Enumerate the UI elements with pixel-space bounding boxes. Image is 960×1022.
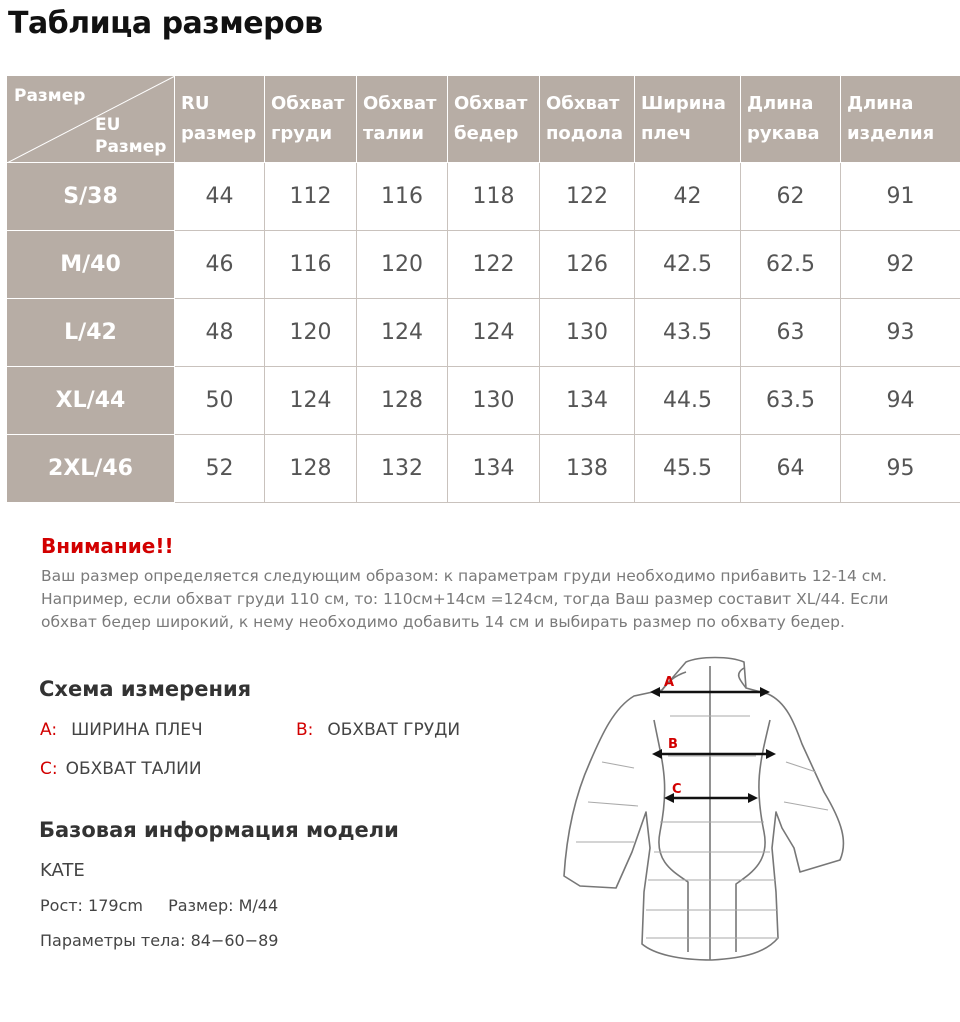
table-cell: 92: [841, 231, 960, 299]
column-header-chest: Обхват груди: [265, 76, 357, 163]
row-size-label: 2XL/46: [7, 435, 175, 503]
table-corner-cell: [7, 76, 175, 163]
table-row: [7, 435, 960, 503]
table-cell: 134: [540, 367, 635, 435]
corner-eu-size-label: EU Размер: [95, 115, 167, 157]
row-size-label: S/38: [7, 163, 175, 231]
table-cell: 130: [540, 299, 635, 367]
size-value: M/44: [238, 896, 279, 915]
row-size-label: XL/44: [7, 367, 175, 435]
corner-size-label: Размер: [14, 86, 86, 106]
measure-letter: C:: [40, 759, 58, 779]
model-info-title: Базовая информация модели: [39, 818, 399, 842]
table-cell: 124: [265, 367, 357, 435]
diagram-letter-c: C: [672, 782, 682, 797]
table-cell: 130: [448, 367, 540, 435]
table-cell: 91: [841, 163, 960, 231]
table-cell: 42: [635, 163, 741, 231]
table-cell: 120: [265, 299, 357, 367]
table-cell: 128: [265, 435, 357, 503]
measure-label: ОБХВАТ ГРУДИ: [327, 720, 461, 740]
model-height-size-line: [40, 896, 278, 915]
attention-text: Ваш размер определяется следующим образом: к параметрам груди необходимо прибавить 12-14 см. Например, если обхват груди 110 см, то: 110см+14см =124см, тогда Ваш размер составит XL/44. Если обхват бедер широкий, к нему необходимо добавить 14 см и выбирать размер по обхвату бедер.: [41, 567, 889, 631]
measure-letter: A:: [40, 720, 58, 740]
measure-item-shoulder-width: [40, 720, 203, 740]
table-cell: 124: [448, 299, 540, 367]
column-header-waist: Обхват талии: [357, 76, 448, 163]
measure-letter: B:: [296, 720, 314, 740]
table-row: [7, 231, 960, 299]
measure-label: ОБХВАТ ТАЛИИ: [65, 759, 202, 779]
coat-outline: [564, 658, 843, 961]
model-params-line: [40, 931, 278, 950]
table-cell: 112: [265, 163, 357, 231]
table-cell: 122: [448, 231, 540, 299]
table-cell: 62: [741, 163, 841, 231]
table-cell: 45.5: [635, 435, 741, 503]
page-title: Таблица размеров: [8, 6, 323, 41]
attention-title: Внимание!!: [41, 534, 174, 558]
column-header-sleeve: Длина рукава: [741, 76, 841, 163]
scheme-title: Схема измерения: [39, 677, 252, 701]
table-cell: 42.5: [635, 231, 741, 299]
table-cell: 116: [357, 163, 448, 231]
table-cell: 44.5: [635, 367, 741, 435]
table-cell: 64: [741, 435, 841, 503]
size-table: [6, 75, 960, 503]
table-cell: 94: [841, 367, 960, 435]
table-cell: 122: [540, 163, 635, 231]
diagram-letter-a: A: [664, 675, 675, 690]
table-cell: 93: [841, 299, 960, 367]
table-cell: 43.5: [635, 299, 741, 367]
table-cell: 46: [175, 231, 265, 299]
measure-label: ШИРИНА ПЛЕЧ: [71, 720, 203, 740]
coat-collar: [662, 668, 746, 690]
table-cell: 118: [448, 163, 540, 231]
coat-measurement-diagram: [550, 652, 850, 972]
table-cell: 95: [841, 435, 960, 503]
column-header-hips: Обхват бедер: [448, 76, 540, 163]
table-cell: 132: [357, 435, 448, 503]
table-cell: 120: [357, 231, 448, 299]
table-cell: 62.5: [741, 231, 841, 299]
row-size-label: M/40: [7, 231, 175, 299]
table-cell: 50: [175, 367, 265, 435]
table-cell: 44: [175, 163, 265, 231]
table-header-row: [7, 76, 960, 163]
table-cell: 48: [175, 299, 265, 367]
table-row: [7, 299, 960, 367]
table-cell: 126: [540, 231, 635, 299]
table-row: [7, 163, 960, 231]
table-row: [7, 367, 960, 435]
height-label: Рост:: [40, 896, 83, 915]
row-size-label: L/42: [7, 299, 175, 367]
table-cell: 63: [741, 299, 841, 367]
table-cell: 138: [540, 435, 635, 503]
table-cell: 52: [175, 435, 265, 503]
table-cell: 134: [448, 435, 540, 503]
column-header-length: Длина изделия: [841, 76, 960, 163]
table-cell: 124: [357, 299, 448, 367]
column-header-shoulders: Ширина плеч: [635, 76, 741, 163]
height-value: 179cm: [88, 896, 143, 915]
table-cell: 63.5: [741, 367, 841, 435]
params-value: 84−60−89: [190, 931, 279, 950]
model-name: KATE: [40, 860, 85, 881]
measure-item-waist: [40, 759, 202, 779]
measure-item-chest: [296, 720, 460, 740]
coat-quilting-lines: [576, 716, 828, 938]
column-header-hem: Обхват подола: [540, 76, 635, 163]
table-cell: 128: [357, 367, 448, 435]
column-header-ru-size: RU размер: [175, 76, 265, 163]
table-cell: 116: [265, 231, 357, 299]
params-label: Параметры тела:: [40, 931, 186, 950]
size-label: Размер:: [168, 896, 234, 915]
diagram-letter-b: B: [668, 737, 678, 752]
